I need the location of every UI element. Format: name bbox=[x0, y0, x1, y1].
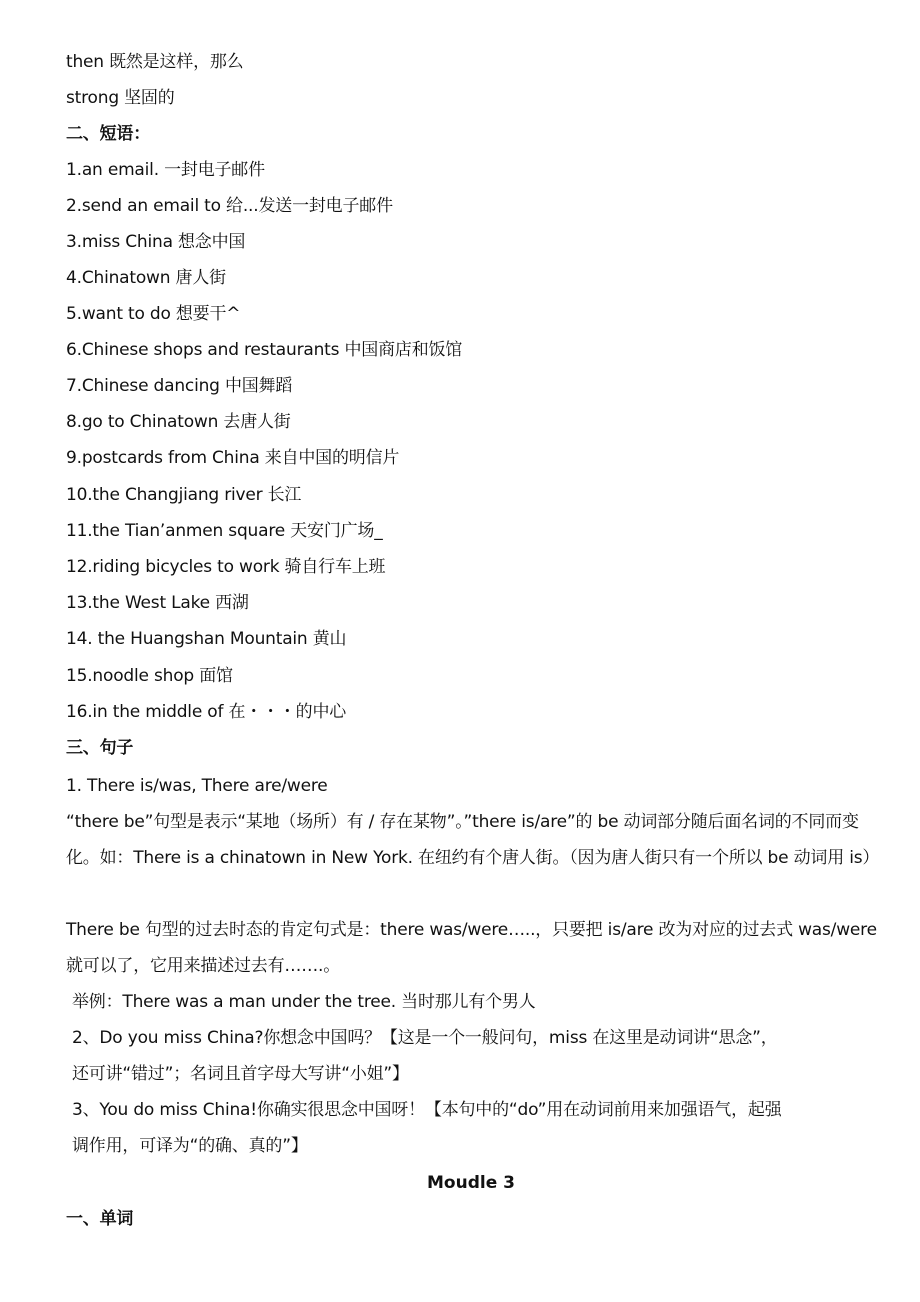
phrase-item: 16.in the middle of 在・・・的中心 bbox=[66, 702, 347, 722]
phrase-item: 4.Chinatown 唐人街 bbox=[66, 268, 226, 288]
phrase-item: 12.riding bicycles to work 骑自行车上班 bbox=[66, 557, 386, 577]
vocab-item: strong 坚固的 bbox=[66, 88, 175, 108]
phrase-item: 13.the West Lake 西湖 bbox=[66, 593, 249, 613]
sentence-title: 1. There is/was, There are/were bbox=[66, 776, 328, 796]
phrase-item: 5.want to do 想要干^ bbox=[66, 304, 241, 324]
phrase-item: 11.the Tian’anmen square 天安门广场_ bbox=[66, 521, 383, 541]
sentences-heading: 三、句子 bbox=[66, 738, 134, 758]
phrase-item: 6.Chinese shops and restaurants 中国商店和饭馆 bbox=[66, 340, 463, 360]
vocab-item: then 既然是这样，那么 bbox=[66, 52, 244, 72]
phrase-item: 10.the Changjiang river 长江 bbox=[66, 485, 302, 505]
phrase-item: 7.Chinese dancing 中国舞蹈 bbox=[66, 376, 293, 396]
phrase-item: 3.miss China 想念中国 bbox=[66, 232, 246, 252]
module-title: Moudle 3 bbox=[427, 1173, 515, 1193]
phrase-item: 14. the Huangshan Mountain 黄山 bbox=[66, 629, 347, 649]
words-heading: 一、单词 bbox=[66, 1209, 134, 1229]
phrase-item: 15.noodle shop 面馆 bbox=[66, 666, 233, 686]
phrase-item: 8.go to Chinatown 去唐人街 bbox=[66, 412, 291, 432]
sentence-example: 举例：There was a man under the tree. 当时那儿有个男人 bbox=[72, 992, 536, 1012]
phrase-item: 1.an email. 一封电子邮件 bbox=[66, 160, 265, 180]
phrase-item: 9.postcards from China 来自中国的明信片 bbox=[66, 448, 400, 468]
sentence-explanation: “there be”句型是表示“某地（场所）有 / 存在某物”。”there is/are”的 be 动词部分随后面名词的不同而变化。如：There is a chinatown in New York. 在纽约有个唐人街。（因为唐人街只有一个所以 be 动词用 is） bbox=[66, 812, 880, 868]
sentence-explanation: There be 句型的过去时态的肯定句式是：there was/were…..，只要把 is/are 改为对应的过去式 was/were 就可以了，它用来描述过去有…….。 bbox=[66, 920, 877, 976]
phrase-item: 2.send an email to 给...发送一封电子邮件 bbox=[66, 196, 393, 216]
sentence-item: 2、Do you miss China?你想念中国吗？【这是一个一般问句，miss 在这里是动词讲“思念”，还可讲“错过”；名词且首字母大写讲“小姐”】 bbox=[72, 1028, 778, 1084]
phrases-heading: 二、短语： bbox=[66, 124, 150, 144]
sentence-item: 3、You do miss China!你确实很思念中国呀！【本句中的“do”用在动词前用来加强语气，起强调作用，可译为“的确、真的”】 bbox=[72, 1100, 782, 1156]
